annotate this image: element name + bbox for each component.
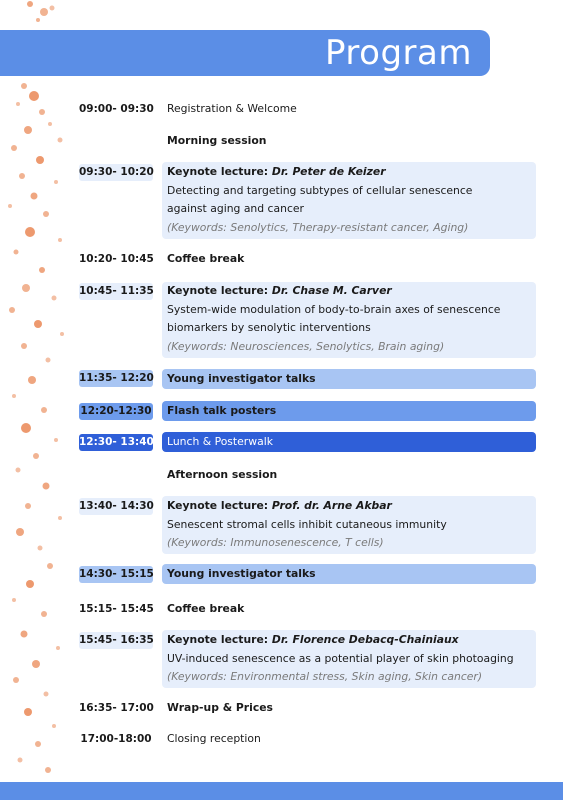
talk-title-line: Senescent stromal cells inhibit cutaneous immunity	[167, 517, 447, 531]
talk-title-line: Detecting and targeting subtypes of cellular senescence	[167, 183, 473, 197]
time-slot: 09:00- 09:30	[79, 103, 154, 115]
keywords: (Keywords: Environmental stress, Skin aging, Skin cancer)	[167, 670, 483, 683]
item-title: Young investigator talks	[167, 372, 316, 385]
talk-title-line: against aging and cancer	[167, 202, 304, 215]
item-title: Coffee break	[167, 252, 245, 265]
item-title: Registration & Welcome	[167, 102, 297, 115]
item-title: Keynote lecture:	[167, 499, 272, 512]
time-slot: 09:30- 10:20	[79, 164, 153, 181]
speaker-name: Prof. dr. Arne Akbar	[271, 499, 392, 512]
speaker-name: Dr. Peter de Keizer	[271, 165, 386, 178]
schedule-item	[167, 163, 532, 237]
item-title: Wrap-up & Prices	[167, 701, 273, 714]
item-title: Keynote lecture:	[167, 165, 272, 178]
footer-bar	[0, 782, 563, 800]
schedule-item	[167, 433, 532, 452]
schedule-item	[167, 370, 532, 389]
session-heading-afternoon: Afternoon session	[167, 468, 278, 481]
speaker-name: Dr. Chase M. Carver	[271, 284, 392, 297]
item-title: Young investigator talks	[167, 567, 316, 580]
time-slot: 16:35- 17:00	[79, 702, 154, 714]
schedule-item	[167, 600, 532, 619]
talk-title-line: UV-induced senescence as a potential player of skin photoaging	[167, 651, 514, 665]
time-slot: 12:30- 13:40	[79, 434, 153, 451]
talk-title-line: biomarkers by senolytic interventions	[167, 321, 371, 334]
time-slot: 13:40- 14:30	[79, 498, 153, 515]
time-slot: 17:00-18:00	[80, 733, 152, 745]
time-slot: 15:45- 16:35	[79, 632, 153, 649]
decorative-dots	[0, 0, 80, 800]
schedule-item	[167, 402, 532, 421]
item-title: Keynote lecture:	[167, 633, 272, 646]
speaker-name: Dr. Florence Debacq-Chainiaux	[271, 633, 459, 646]
time-slot: 14:30- 15:15	[79, 566, 153, 583]
item-title: Flash talk posters	[167, 404, 277, 417]
schedule-item	[167, 250, 532, 269]
time-slot: 12:20-12:30	[79, 403, 153, 420]
item-title: Lunch & Posterwalk	[167, 435, 273, 448]
time-slot: 11:35- 12:20	[79, 370, 153, 387]
keywords: (Keywords: Neurosciences, Senolytics, Brain aging)	[167, 339, 445, 353]
schedule-item	[167, 497, 532, 553]
schedule-item	[167, 100, 532, 119]
schedule-item	[167, 699, 532, 718]
time-slot: 15:15- 15:45	[79, 603, 154, 615]
keywords: (Keywords: Senolytics, Therapy-resistant cancer, Aging)	[167, 220, 469, 234]
schedule-item	[167, 730, 532, 749]
item-title: Closing reception	[167, 732, 261, 745]
item-title: Keynote lecture:	[167, 284, 272, 297]
time-slot: 10:20- 10:45	[79, 253, 154, 265]
talk-title-line: System-wide modulation of body-to-brain axes of senescence	[167, 302, 501, 316]
time-slot: 10:45- 11:35	[79, 283, 153, 300]
schedule-item	[167, 565, 532, 584]
page-title: Program	[325, 33, 472, 73]
schedule-item	[167, 282, 532, 356]
item-title: Coffee break	[167, 602, 245, 615]
schedule-item	[167, 631, 532, 687]
session-heading-morning: Morning session	[167, 134, 267, 147]
keywords: (Keywords: Immunosenescence, T cells)	[167, 536, 384, 549]
